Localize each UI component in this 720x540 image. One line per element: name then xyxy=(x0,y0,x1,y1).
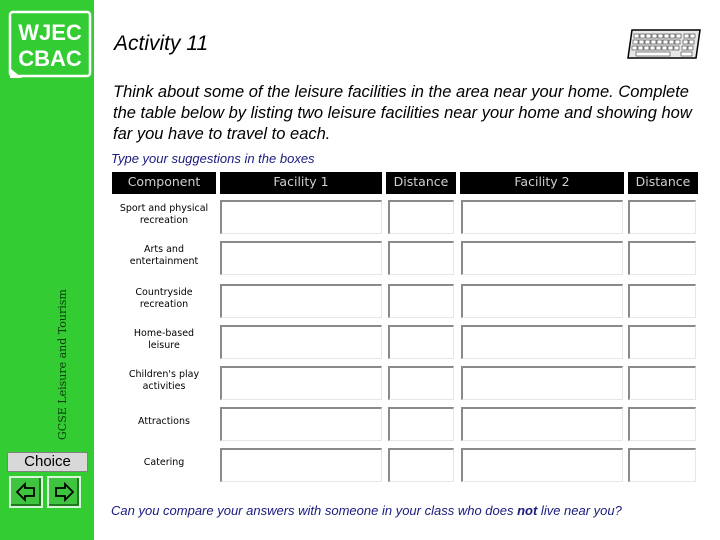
facility-1-input[interactable] xyxy=(222,286,381,317)
distance-1-input[interactable] xyxy=(390,243,453,274)
distance-2-input[interactable] xyxy=(630,450,695,481)
distance-2-input[interactable] xyxy=(630,286,695,317)
row-label-line2: recreation xyxy=(139,299,189,310)
row-label-line1: Children's play xyxy=(128,369,200,380)
facility-1-input[interactable] xyxy=(222,409,381,440)
facility-2-input[interactable] xyxy=(463,243,622,274)
distance-1-input[interactable] xyxy=(390,368,453,399)
forward-button[interactable] xyxy=(47,476,81,508)
header-distance-2: Distance xyxy=(628,172,698,194)
row-label-line1: Attractions xyxy=(138,416,190,427)
facility-1-input[interactable] xyxy=(222,243,381,274)
facility-2-cell xyxy=(461,407,623,441)
distance-1-input[interactable] xyxy=(390,409,453,440)
facility-1-input[interactable] xyxy=(222,368,381,399)
discussion-question xyxy=(111,503,622,518)
facility-2-cell xyxy=(461,366,623,400)
row-label xyxy=(112,369,216,393)
facility-2-cell xyxy=(461,241,623,275)
logo-line2: CBAC xyxy=(18,46,82,71)
facility-1-cell xyxy=(220,284,382,318)
row-label xyxy=(112,287,216,311)
distance-2-cell xyxy=(628,284,696,318)
distance-2-input[interactable] xyxy=(630,202,695,233)
row-label-line1: Home-based xyxy=(133,328,195,339)
keyboard-icon xyxy=(626,28,702,62)
distance-2-cell xyxy=(628,366,696,400)
distance-1-cell xyxy=(388,241,454,275)
question-start: Can you compare your answers with someone in your class who does xyxy=(111,503,518,518)
facility-1-input[interactable] xyxy=(222,450,381,481)
facility-1-cell xyxy=(220,241,382,275)
question-end: live near you? xyxy=(537,503,622,518)
distance-2-input[interactable] xyxy=(630,327,695,358)
page-title: Activity 11 xyxy=(114,32,209,55)
header-component: Component xyxy=(112,172,216,194)
header-facility-2: Facility 2 xyxy=(460,172,624,194)
row-label-line2: leisure xyxy=(148,340,180,351)
row-label xyxy=(112,416,216,428)
back-button[interactable] xyxy=(9,476,43,508)
row-label-line1: Countryside xyxy=(135,287,193,298)
facility-1-cell xyxy=(220,366,382,400)
distance-2-cell xyxy=(628,325,696,359)
logo-line1: WJEC xyxy=(18,20,82,45)
distance-1-input[interactable] xyxy=(390,286,453,317)
header-distance-1: Distance xyxy=(386,172,456,194)
row-label-line1: Sport and physical xyxy=(119,203,209,214)
distance-2-cell xyxy=(628,448,696,482)
sidebar xyxy=(0,0,94,540)
header-facility-1: Facility 1 xyxy=(220,172,382,194)
row-label xyxy=(112,244,216,268)
distance-1-cell xyxy=(388,448,454,482)
wjec-cbac-logo xyxy=(8,10,92,78)
row-label-line1: Arts and xyxy=(144,244,184,255)
choice-button[interactable]: Choice xyxy=(7,452,88,472)
facility-2-input[interactable] xyxy=(463,368,622,399)
distance-2-cell xyxy=(628,200,696,234)
facility-1-cell xyxy=(220,407,382,441)
distance-1-cell xyxy=(388,366,454,400)
distance-1-input[interactable] xyxy=(390,202,453,233)
distance-1-input[interactable] xyxy=(390,450,453,481)
row-label xyxy=(112,203,216,227)
right-arrow-icon xyxy=(53,481,75,503)
distance-1-cell xyxy=(388,200,454,234)
subject-label: GCSE Leisure and Tourism xyxy=(56,289,69,440)
distance-2-input[interactable] xyxy=(630,243,695,274)
distance-2-cell xyxy=(628,241,696,275)
facility-2-input[interactable] xyxy=(463,327,622,358)
hint-text: Type your suggestions in the boxes xyxy=(111,151,315,166)
facility-2-input[interactable] xyxy=(463,450,622,481)
distance-2-cell xyxy=(628,407,696,441)
facility-2-cell xyxy=(461,200,623,234)
facility-1-input[interactable] xyxy=(222,327,381,358)
row-label-line2: recreation xyxy=(139,215,189,226)
distance-1-cell xyxy=(388,325,454,359)
facility-1-input[interactable] xyxy=(222,202,381,233)
row-label-line2: activities xyxy=(142,381,186,392)
distance-2-input[interactable] xyxy=(630,368,695,399)
facility-2-input[interactable] xyxy=(463,286,622,317)
facility-1-cell xyxy=(220,200,382,234)
facility-2-cell xyxy=(461,325,623,359)
distance-2-input[interactable] xyxy=(630,409,695,440)
row-label-line1: Catering xyxy=(143,457,185,468)
facility-2-input[interactable] xyxy=(463,202,622,233)
question-emphasis: not xyxy=(517,503,538,518)
left-arrow-icon xyxy=(15,481,37,503)
distance-1-cell xyxy=(388,407,454,441)
row-label xyxy=(112,328,216,352)
facility-1-cell xyxy=(220,448,382,482)
facility-1-cell xyxy=(220,325,382,359)
distance-1-input[interactable] xyxy=(390,327,453,358)
row-label-line2: entertainment xyxy=(129,256,199,267)
facility-2-cell xyxy=(461,284,623,318)
distance-1-cell xyxy=(388,284,454,318)
facility-2-input[interactable] xyxy=(463,409,622,440)
instructions-text: Think about some of the leisure facilities in the area near your home. Complete the table below by listing two leisure facilities near your home and showing how far you have to travel to each. xyxy=(113,83,692,143)
facility-2-cell xyxy=(461,448,623,482)
row-label xyxy=(112,457,216,469)
